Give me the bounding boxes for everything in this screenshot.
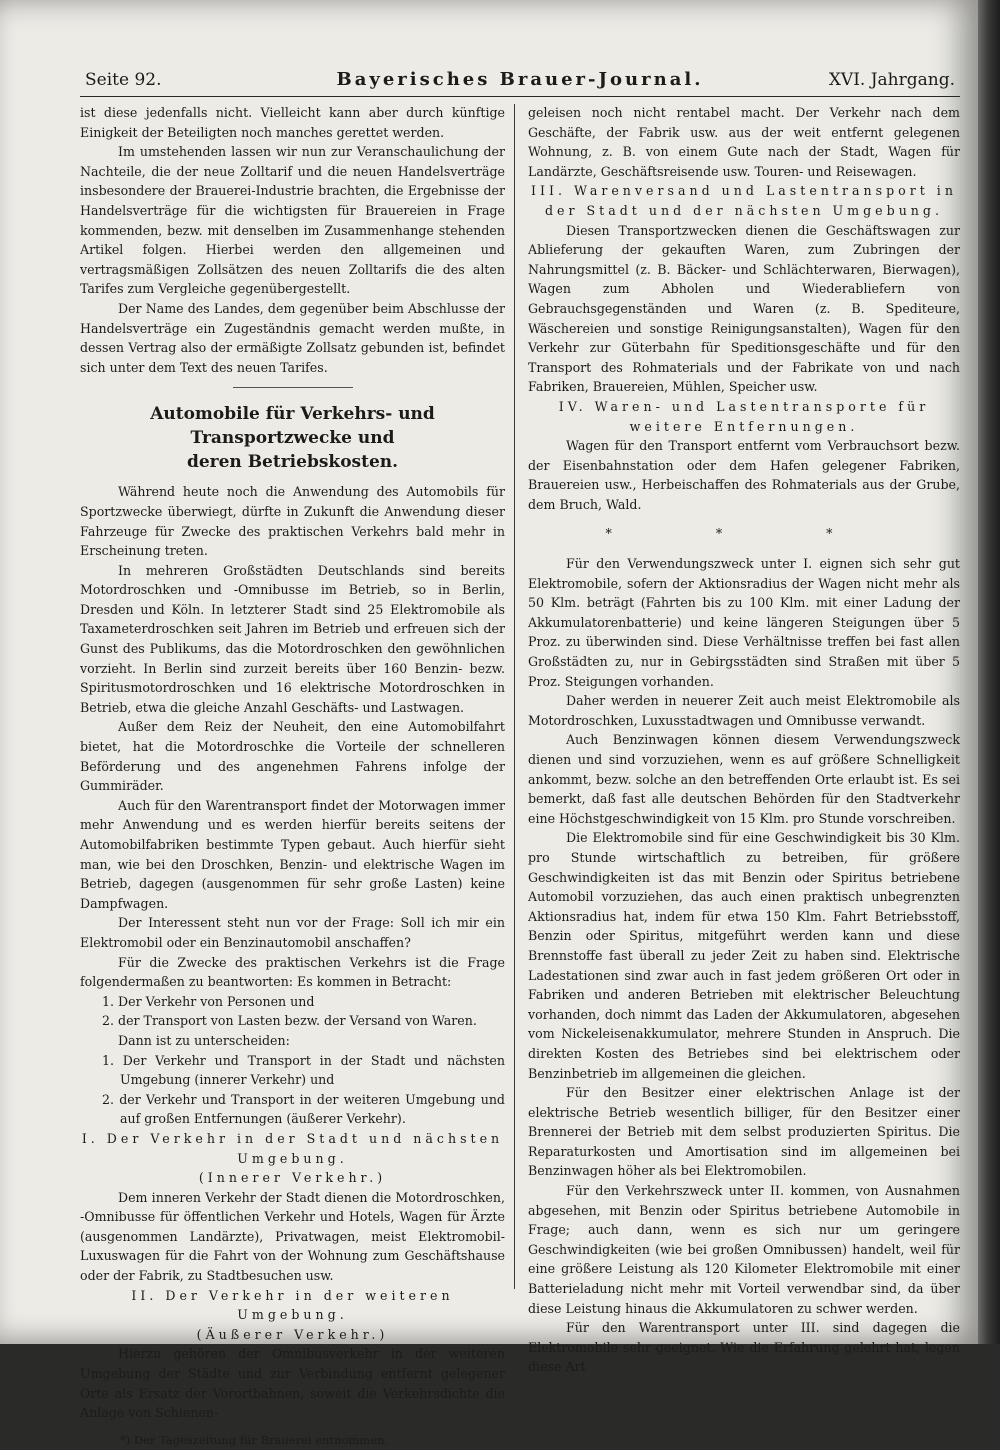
page-binding-edge <box>978 0 1000 1344</box>
section-divider <box>233 387 353 388</box>
paragraph: Für den Besitzer einer elektrischen Anlage ist der elektrische Betrieb wesentlich billiger, für den Besitzer einer Brennerei der Betrieb mit dem selbst produzierten Spiritus. Die Reparaturkosten und Amortisation sind im allgemeinen bei Benzinwagen höher als bei Elektromobilen. <box>528 1085 960 1179</box>
paragraph: Für den Verwendungszweck unter I. eignen sich sehr gut Elektromobile, sofern der Aktionsradius der Wagen nicht mehr als 50 Klm. beträgt (Fahrten bis zu 100 Klm. mit einer Ladung der Akkumulatorenbatterie) und keine längeren Steigungen über 5 Proz. zu überwinden sind. Diese Verhältnisse treffen bei fast allen Großstädten zu, nur in Gebirgsstädten sind Straßen mit über 5 Proz. Steigungen vorhanden. <box>528 556 960 689</box>
page-number: Seite 92. <box>85 70 162 90</box>
paragraph: ist diese jedenfalls nicht. Vielleicht kann aber durch künftige Einigkeit der Beteiligten noch manches gerettet werden. <box>80 105 505 140</box>
section-heading: III. Warenversand und Lastentransport in der Stadt und der nächsten Umgebung. <box>531 183 957 218</box>
paragraph: In mehreren Großstädten Deutschlands sind bereits Motordroschken und -Omnibusse im Betrieb, so in Berlin, Dresden und Köln. In letzterer Stadt sind 25 Elektromobile als Taxameterdroschken seit Jahren im Betrieb und erfreuen sich der Gunst des Publikums, das die Motordroschken den gewöhnlichen vorzieht. In Berlin sind zurzeit bereits über 160 Benzin- bezw. Spiritusmotordroschken und 16 elektrische Motordroschken in Betrieb, etwa die gleiche Anzahl Geschäfts- und Lastwagen. <box>80 562 505 715</box>
section-subheading: (Äußerer Verkehr.) <box>196 1326 389 1342</box>
section-heading: IV. Waren- und Lastentransporte für weitere Entfernungen. <box>558 398 930 434</box>
footnote: *) Der Tageszeitung für Brauerei entnommen. <box>120 1432 389 1447</box>
paragraph: Daher werden in neuerer Zeit auch meist Elektromobile als Motordroschken, Luxusstadtwagen und Omnibusse verwandt. <box>528 693 960 728</box>
section-subheading: (Innerer Verkehr.) <box>198 1170 387 1186</box>
volume-year: XVI. Jahrgang. <box>828 70 955 90</box>
section-heading: II. Der Verkehr in der weiteren Umgebung. <box>131 1287 454 1323</box>
paragraph: Für die Zwecke des praktischen Verkehrs ist die Frage folgendermaßen zu beantworten: Es kommen in Betracht: <box>80 954 505 990</box>
journal-title: Bayerisches Brauer-Journal. <box>336 69 704 90</box>
paragraph: Diesen Transportzwecken dienen die Geschäftswagen zur Ablieferung der gekauften Waren, zum Zubringen der Nahrungsmittel (z. B. Bäcker- und Schlächterwaren, Bierwagen), Wagen zum Abholen und Wiederabliefern von Gebrauchsgegenständen und Waren (z. B. Spediteure, Wäschereien und sonstige Reinigungsanstalten), Wagen für den Verkehr zur Güterbahn für Speditionsgeschäfte und für den Transport des Rohmaterials und der Fabrikate von und nach Fabriken, Brauereien, Mühlen, Speicher usw. <box>528 222 960 395</box>
list-item: 2. der Verkehr und Transport in der weiteren Umgebung und auf großen Entfernungen (äußerer Verkehr). <box>102 1091 505 1127</box>
headline-line-2: deren Betriebskosten. <box>186 452 399 473</box>
paragraph: Dann ist zu unterscheiden: <box>118 1032 290 1048</box>
column-divider <box>514 104 515 1289</box>
headline-line-1: Automobile für Verkehrs- und Transportzwecke und <box>150 404 435 449</box>
list-item: 1. Der Verkehr von Personen und <box>102 993 315 1009</box>
list-item: 2. der Transport von Lasten bezw. der Versand von Waren. <box>102 1013 477 1029</box>
paragraph: Dem inneren Verkehr der Stadt dienen die Motordroschken, -Omnibusse für öffentlichen Verkehr und Hotels, Wagen für Ärzte (ausgenommen Landärzte), Privatwagen, meist Elektromobil-Luxuswagen für die Fahrt von der Wohnung zum Geschäftshause oder der Fabrik, zu Stadtbesuchen usw. <box>80 1189 505 1284</box>
paragraph: Während heute noch die Anwendung des Automobils für Sportzwecke überwiegt, dürfte in Zukunft die Anwendung dieser Fahrzeuge für Zwecke des praktischen Verkehrs bald mehr in Erscheinung treten. <box>80 484 505 559</box>
list-item: 1. Der Verkehr und Transport in der Stadt und nächsten Umgebung (innerer Verkehr) und <box>102 1052 505 1088</box>
header-rule <box>80 96 960 97</box>
section-heading: I. Der Verkehr in der Stadt und nächsten Umgebung. <box>81 1130 504 1166</box>
left-column <box>80 103 505 1450</box>
paragraph: Der Interessent steht nun vor der Frage: Soll ich mir ein Elektromobil oder ein Benzinautomobil anschaffen? <box>80 915 505 950</box>
paragraph: Hierzu gehören der Omnibusverkehr in der weiteren Umgebung der Städte und zur Verbindung entfernt gelegener Orte als Ersatz der Vorortbahnen, soweit die Verkehrsdichte die Anlage von Schienen- <box>80 1346 505 1421</box>
paragraph: Auch Benzinwagen können diesem Verwendungszweck dienen und sind vorzuziehen, wenn es auf größere Schnelligkeit ankommt, bezw. solche an den betreffenden Orte erlaubt ist. Es sei bemerkt, daß fast alle deutschen Behörden für den Stadtverkehr eine Höchstgeschwindigkeit von 15 Klm. pro Stunde vorschreiben. <box>528 732 960 826</box>
paragraph: Die Elektromobile sind für eine Geschwindigkeit bis 30 Klm. pro Stunde wirtschaftlich zu betreiben, für größere Geschwindigkeiten ist das mit Benzin oder Spiritus betriebene Automobil vorzuziehen, das auch einen praktisch unbegrenzten Aktionsradius hat, indem für etwa 150 Klm. Fahrt Betriebsstoff, Benzin oder Spiritus, mitgeführt werden kann und diese Brennstoffe fast überall zu jeder Zeit zu haben sind. Elektrische Ladestationen sind zwar auch in fast jedem größeren Ort oder in Fabriken und anderen Betrieben mit elektrischer Beleuchtung vorhanden, doch nimmt das Laden der Akkumulatoren, abgesehen vom Nickeleisenakkumulator, mehrere Stunden in Anspruch. Die direkten Kosten des Betriebes sind bei elektrischem oder Benzinbetrieb im allgemeinen die gleichen. <box>528 830 960 1081</box>
paragraph: Wagen für den Transport entfernt vom Verbrauchsort bezw. der Eisenbahnstation oder dem Hafen gelegener Fabriken, Brauereien usw., Herbeischaffen des Rohmaterials aus der Grube, dem Bruch, Wald. <box>528 438 960 512</box>
paragraph: Der Name des Landes, dem gegenüber beim Abschlusse der Handelsverträge ein Zugeständnis gemacht werden mußte, in dessen Vertrag also der ermäßigte Zollsatz gebunden ist, befindet sich unter dem Text des neuen Tarifes. <box>80 300 505 375</box>
paragraph: Auch für den Warentransport findet der Motorwagen immer mehr Anwendung und es werden hierfür bereits seitens der Automobilfabriken bestimmte Typen gebaut. Auch hierfür sieht man, wie bei den Droschken, Benzin- und elektrische Wagen im Betrieb, dagegen (ausgenommen für sehr große Lasten) keine Dampfwagen. <box>80 797 505 911</box>
article-headline <box>80 402 505 474</box>
paragraph: Für den Verkehrszweck unter II. kommen, von Ausnahmen abgesehen, mit Benzin oder Spiritus betriebene Automobile in Frage; auch dann, wenn es sich nur um geringere Geschwindigkeiten (wie bei großen Omnibussen) handelt, weil für eine größere Leistung als 120 Kilometer Elektromobile mit einer Batterieladung nicht mehr mit Vorteil verwendbar sind, da über diese Leistung hinaus die Akkumulatoren zu schwer werden. <box>528 1183 960 1316</box>
section-break-stars: * * * <box>605 526 883 542</box>
paragraph: geleisen noch nicht rentabel macht. Der Verkehr nach dem Geschäfte, der Fabrik usw. aus der weit entfernt gelegenen Wohnung, z. B. von einem Gute nach der Stadt, Wagen für Landärzte, Geschäftsreisende usw. Touren- und Reisewagen. <box>528 105 960 179</box>
right-column <box>528 103 960 1377</box>
paragraph: Im umstehenden lassen wir nun zur Veranschaulichung der Nachteile, die der neue Zolltarif und die neuen Handelsverträge insbesondere der Brauerei-Industrie brachten, die Ergebnisse der Handelsverträge für die wichtigsten für Brauereien in Frage kommenden, bezw. mit denselben im Zusammenhange stehenden Artikel folgen. Hierbei werden den allgemeinen und vertragsmäßigen Zollsätzen des neuen Zolltarifs die des alten Tarifes zum Vergleiche gegenübergestellt. <box>80 144 505 297</box>
paragraph: Für den Warentransport unter III. sind dagegen die Elektromobile sehr geeignet. Wie die Erfahrung gelehrt hat, legen diese Art <box>528 1320 960 1375</box>
paragraph: Außer dem Reiz der Neuheit, den eine Automobilfahrt bietet, hat die Motordroschke die Vorteile der schnelleren Beförderung und des angenehmen Fahrens infolge der Gummiräder. <box>80 719 505 794</box>
